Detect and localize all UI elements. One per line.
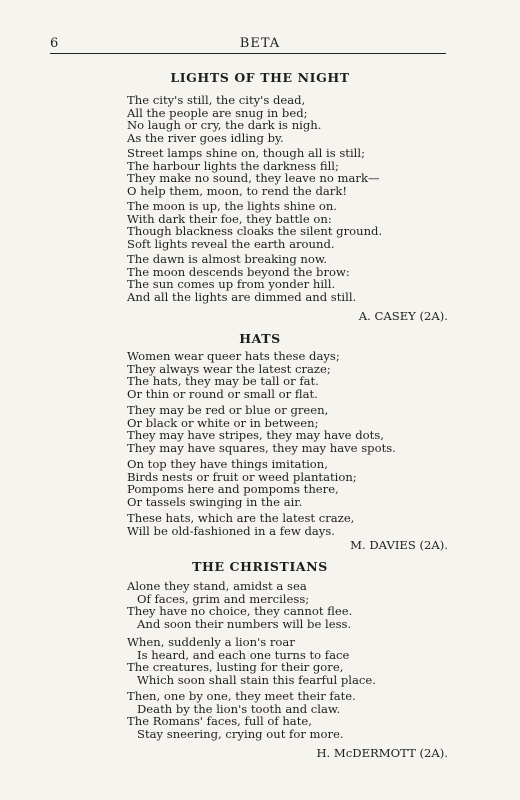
- poem-line: Or tassels swinging in the air.: [127, 494, 303, 509]
- stanza: [127, 253, 457, 303]
- poem-line: Which soon shall stain this fearful place.: [137, 672, 376, 687]
- poem-line: O help them, moon, to rend the dark!: [127, 183, 348, 198]
- poem-line: And all the lights are dimmed and still.: [127, 289, 357, 304]
- poem-line: The harbour lights the darkness fill;: [127, 158, 339, 173]
- poem-line: The moon is up, the lights shine on.: [127, 199, 337, 213]
- poem-line: They may be red or blue or green,: [127, 403, 329, 417]
- poem-line: Or black or white or in between;: [127, 415, 319, 430]
- stanza: [127, 580, 457, 630]
- poem-line: They make no sound, they leave no mark—: [127, 171, 380, 186]
- poem-line: Then, one by one, they meet their fate.: [127, 689, 356, 703]
- poem-line: The moon descends beyond the brow:: [127, 264, 350, 279]
- poem-author: A. CASEY (2A).: [358, 309, 448, 323]
- poem-author: H. McDERMOTT (2A).: [316, 746, 448, 760]
- stanza: [127, 147, 457, 197]
- header-rule: [50, 53, 446, 54]
- poem-line: On top they have things imitation,: [127, 457, 328, 471]
- stanza: [127, 636, 457, 686]
- poem-line: The creatures, lusting for their gore,: [127, 660, 344, 675]
- poem-line: Is heard, and each one turns to face: [137, 647, 350, 662]
- poem-line: They have no choice, they cannot flee.: [127, 604, 353, 619]
- stanza: [127, 94, 457, 144]
- poem-line: Alone they stand, amidst a sea: [127, 579, 307, 593]
- poem-line: The sun comes up from yonder hill.: [127, 277, 336, 292]
- poem-author: M. DAVIES (2A).: [350, 538, 448, 552]
- poem-line: Or thin or round or small or flat.: [127, 386, 318, 401]
- stanza: [127, 690, 457, 740]
- poem-line: They may have stripes, they may have dots,: [127, 428, 384, 443]
- poem-line: When, suddenly a lion's roar: [127, 635, 295, 649]
- poem-line: Death by the lion's tooth and claw.: [137, 701, 341, 716]
- poem-title: LIGHTS OF THE NIGHT: [170, 70, 350, 85]
- stanza: [127, 404, 457, 454]
- poem-line: Women wear queer hats these days;: [127, 349, 340, 363]
- page-number: 6: [50, 36, 59, 51]
- poem-line: As the river goes idling by.: [127, 130, 284, 145]
- poem-line: Though blackness cloaks the silent ground.: [127, 224, 383, 239]
- poem-line: They may have squares, they may have spots.: [127, 440, 396, 455]
- poem-line: The Romans' faces, full of hate,: [127, 714, 312, 729]
- poem-line: The dawn is almost breaking now.: [127, 252, 328, 266]
- poem-line: Pompoms here and pompoms there,: [127, 482, 339, 497]
- poem-line: Street lamps shine on, though all is still;: [127, 146, 365, 160]
- stanza: [127, 512, 457, 537]
- poem-title: HATS: [239, 331, 281, 346]
- running-title: BETA: [239, 36, 281, 51]
- poem-line: The city's still, the city's dead,: [127, 93, 306, 107]
- poem-line: The hats, they may be tall or fat.: [127, 374, 319, 389]
- stanza: [127, 350, 457, 400]
- poem-line: Stay sneering, crying out for more.: [137, 726, 344, 741]
- poem-line: All the people are snug in bed;: [127, 105, 308, 120]
- poem-line: Of faces, grim and merciless;: [137, 591, 310, 606]
- poem-line: These hats, which are the latest craze,: [127, 511, 355, 525]
- poem-line: With dark their foe, they battle on:: [127, 211, 332, 226]
- poem-line: And soon their numbers will be less.: [137, 616, 352, 631]
- stanza: [127, 200, 457, 250]
- poem-line: Will be old-fashioned in a few days.: [127, 523, 335, 538]
- poem-line: Soft lights reveal the earth around.: [127, 236, 335, 251]
- poem-line: Birds nests or fruit or weed plantation;: [127, 469, 357, 484]
- poem-line: They always wear the latest craze;: [127, 361, 331, 376]
- poem-line: No laugh or cry, the dark is nigh.: [127, 118, 322, 133]
- poem-title: THE CHRISTIANS: [192, 559, 328, 574]
- stanza: [127, 458, 457, 508]
